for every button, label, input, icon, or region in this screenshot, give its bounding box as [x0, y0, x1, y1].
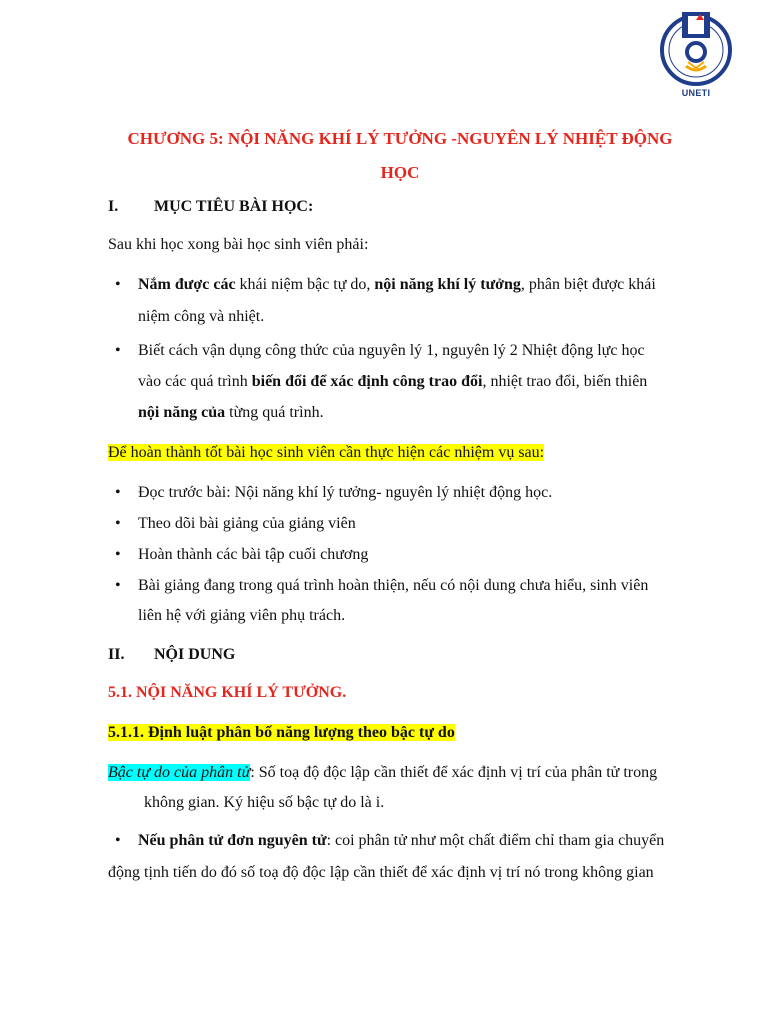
- bullet-dot: •: [115, 515, 121, 532]
- goal-1-text-b: khái niệm bậc tự do,: [235, 276, 375, 293]
- definition-line1: [108, 764, 657, 782]
- section1-title: MỤC TIÊU BÀI HỌC:: [154, 198, 314, 215]
- goal-1-line2: niệm công và nhiệt.: [138, 308, 265, 325]
- bullet-dot: •: [115, 577, 121, 594]
- bullet-dot: •: [115, 832, 121, 849]
- goal-2-line3: [138, 404, 324, 422]
- bullet-dot: •: [115, 276, 121, 293]
- task-heading: [108, 444, 544, 462]
- uneti-logo: [658, 8, 734, 100]
- definition-term: Bậc tự do của phân tử: [108, 764, 251, 781]
- monatomic-line2: động tịnh tiến do đó số toạ độ độc lập cần thiết để xác định vị trí nó trong không gian: [108, 864, 654, 881]
- goal-1-bold-a: Nắm được các: [138, 276, 236, 293]
- goal-2-text-c: , nhiệt trao đổi, biến thiên: [482, 373, 648, 390]
- university-seal-icon: [658, 8, 734, 88]
- goal-2-line2: [138, 373, 647, 391]
- definition-colon: :: [250, 764, 255, 781]
- goal-2-bold-a3: nội năng của: [138, 404, 226, 421]
- section-5-1-1-title: 5.1.1. Định luật phân bố năng lượng theo bậc tự do: [108, 724, 455, 741]
- goal-1-text-d: , phân biệt được khái: [520, 276, 656, 293]
- monatomic-text: : coi phân tử như một chất điểm chỉ tham gia chuyển: [326, 832, 665, 849]
- section2-title: NỘI DUNG: [154, 646, 236, 663]
- section2-number: II.: [108, 646, 125, 663]
- goal-1-bold-c: nội năng khí lý tưởng: [374, 276, 521, 293]
- task-4-line2: liên hệ với giảng viên phụ trách.: [138, 607, 346, 624]
- task-4-line1: Bài giảng đang trong quá trình hoàn thiện, nếu có nội dung chưa hiểu, sinh viên: [138, 577, 649, 594]
- bullet-dot: •: [115, 546, 121, 563]
- bullet-dot: •: [115, 484, 121, 501]
- section-5-1-1-heading: [108, 724, 455, 742]
- goal-2-line1: Biết cách vận dụng công thức của nguyên lý 1, nguyên lý 2 Nhiệt động lực học: [138, 342, 645, 359]
- chapter-title-line1: CHƯƠNG 5: NỘI NĂNG KHÍ LÝ TƯỞNG -NGUYÊN LÝ NHIỆT ĐỘNG: [127, 129, 673, 148]
- goal-2-text-a: vào các quá trình: [138, 373, 252, 390]
- task-1: Đọc trước bài: Nội năng khí lý tưởng- nguyên lý nhiệt động học.: [138, 484, 553, 501]
- goal-2-bold-b: biến đổi để xác định công trao đổi: [251, 373, 483, 390]
- task-2: Theo dõi bài giảng của giảng viên: [138, 515, 356, 532]
- chapter-title: [100, 122, 700, 190]
- bullet-dot: •: [115, 342, 121, 359]
- definition-text: Số toạ độ độc lập cần thiết để xác định vị trí của phân tử trong: [254, 764, 658, 781]
- chapter-title-line2: HỌC: [380, 163, 420, 182]
- task-3: Hoàn thành các bài tập cuối chương: [138, 546, 369, 563]
- monatomic-line1: [138, 832, 664, 850]
- section1-number: I.: [108, 198, 119, 215]
- section1-intro: Sau khi học xong bài học sinh viên phải:: [108, 236, 369, 253]
- goal-2-text-b3: từng quá trình.: [225, 404, 324, 421]
- logo-label: UNETI: [681, 88, 711, 98]
- definition-line2: không gian. Ký hiệu số bậc tự do là i.: [144, 794, 385, 811]
- goal-1-line1: [138, 276, 656, 294]
- task-heading-text: Để hoàn thành tốt bài học sinh viên cần thực hiện các nhiệm vụ sau:: [108, 444, 545, 461]
- section-5-1-title: 5.1. NỘI NĂNG KHÍ LÝ TƯỞNG.: [108, 684, 347, 701]
- monatomic-term: Nếu phân tử đơn nguyên tử: [138, 832, 327, 849]
